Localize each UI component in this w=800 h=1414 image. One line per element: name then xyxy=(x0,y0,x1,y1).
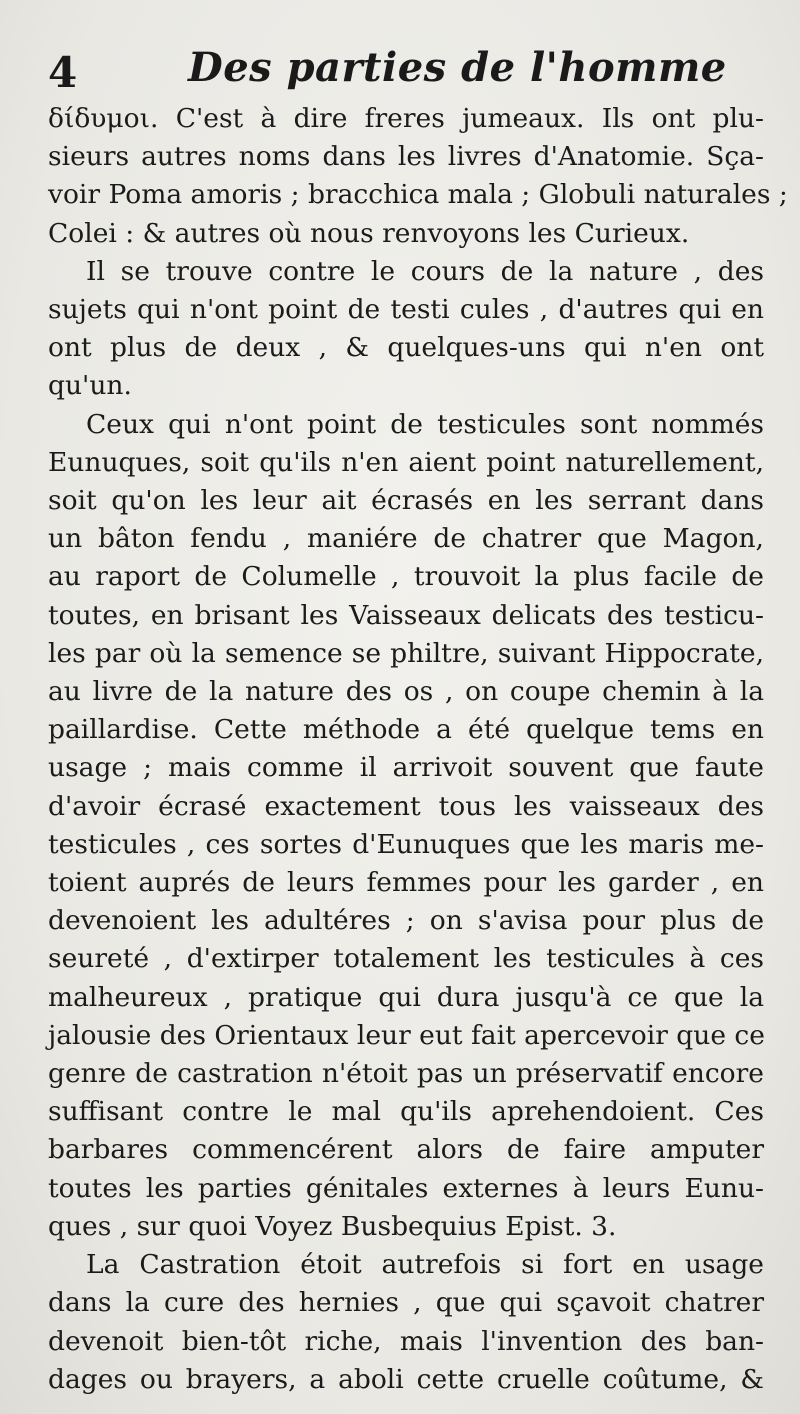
text-line: testicules , ces sortes d'Eunuques que les maris me- xyxy=(48,828,764,860)
text-line: barbares commencérent alors de faire amputer xyxy=(48,1134,764,1166)
text-line: dans la cure des hernies , que qui sçavoit chatrer xyxy=(48,1287,764,1319)
text-line: au raport de Columelle , trouvoit la plus facile de xyxy=(48,561,764,593)
text-line: toutes, en brisant les Vaisseaux delicats des testicu- xyxy=(48,599,764,631)
paragraph-2 xyxy=(48,253,764,406)
text-line: Eunuques, soit qu'ils n'en aient point naturellement, xyxy=(48,446,764,478)
text-line: La Castration étoit autrefois si fort en usage xyxy=(86,1249,764,1281)
running-head xyxy=(48,38,764,100)
text-line: jalousie des Orientaux leur eut fait apercevoir que ce xyxy=(48,1019,765,1051)
page-number: 4 xyxy=(48,48,78,97)
text-line: sieurs autres noms dans les livres d'Anatomie. Sça- xyxy=(48,141,764,173)
text-line: soit qu'on les leur ait écrasés en les serrant dans xyxy=(48,485,764,517)
running-title: Des parties de l'homme xyxy=(188,44,727,91)
text-line: Colei : & autres où nous renvoyons les Curieux. xyxy=(48,217,690,249)
paragraph-1 xyxy=(48,100,788,253)
text-line: suffisant contre le mal qu'ils aprehendoient. Ces xyxy=(48,1096,764,1128)
text-line: Il se trouve contre le cours de la nature , des xyxy=(86,255,764,287)
paragraph-4 xyxy=(48,1246,764,1399)
text-line: qu'un. xyxy=(48,370,132,402)
text-line: dages ou brayers, a aboli cette cruelle coûtume, & xyxy=(48,1363,764,1395)
text-line: devenoient les adultéres ; on s'avisa pour plus de xyxy=(48,905,764,937)
text-line: ont plus de deux , & quelques-uns qui n'en ont xyxy=(48,332,764,364)
text-line: voir Poma amoris ; bracchica mala ; Globuli naturales ; xyxy=(48,179,788,211)
text-line: seureté , d'extirper totalement les testicules à ces xyxy=(48,943,764,975)
text-line: malheureux , pratique qui dura jusqu'à ce que la xyxy=(48,981,764,1013)
text-line: un bâton fendu , maniére de chatrer que Magon, xyxy=(48,523,764,555)
text-line: toutes les parties génitales externes à leurs Eunu- xyxy=(48,1172,764,1204)
paragraph-3 xyxy=(48,406,764,1246)
text-line: usage ; mais comme il arrivoit souvent que faute xyxy=(48,752,764,784)
text-line: δίδυμοι. C'est à dire freres jumeaux. Ils ont plu- xyxy=(48,103,764,134)
body-text xyxy=(48,100,788,1399)
text-line: genre de castration n'étoit pas un préservatif encore xyxy=(48,1058,764,1090)
text-line: ques , sur quoi Voyez Busbequius Epist. 3. xyxy=(48,1210,617,1242)
text-line: les par où la semence se philtre, suivant Hippocrate, xyxy=(48,637,764,669)
text-line: Ceux qui n'ont point de testicules sont nommés xyxy=(86,408,764,440)
text-line: toient auprés de leurs femmes pour les garder , en xyxy=(48,867,764,899)
text-line: sujets qui n'ont point de testi cules , d'autres qui en xyxy=(48,294,764,326)
text-line: au livre de la nature des os , on coupe chemin à la xyxy=(48,676,764,708)
text-line: d'avoir écrasé exactement tous les vaisseaux des xyxy=(48,790,764,822)
text-line: paillardise. Cette méthode a été quelque tems en xyxy=(48,714,764,746)
text-line: devenoit bien-tôt riche, mais l'invention des ban- xyxy=(48,1325,764,1357)
